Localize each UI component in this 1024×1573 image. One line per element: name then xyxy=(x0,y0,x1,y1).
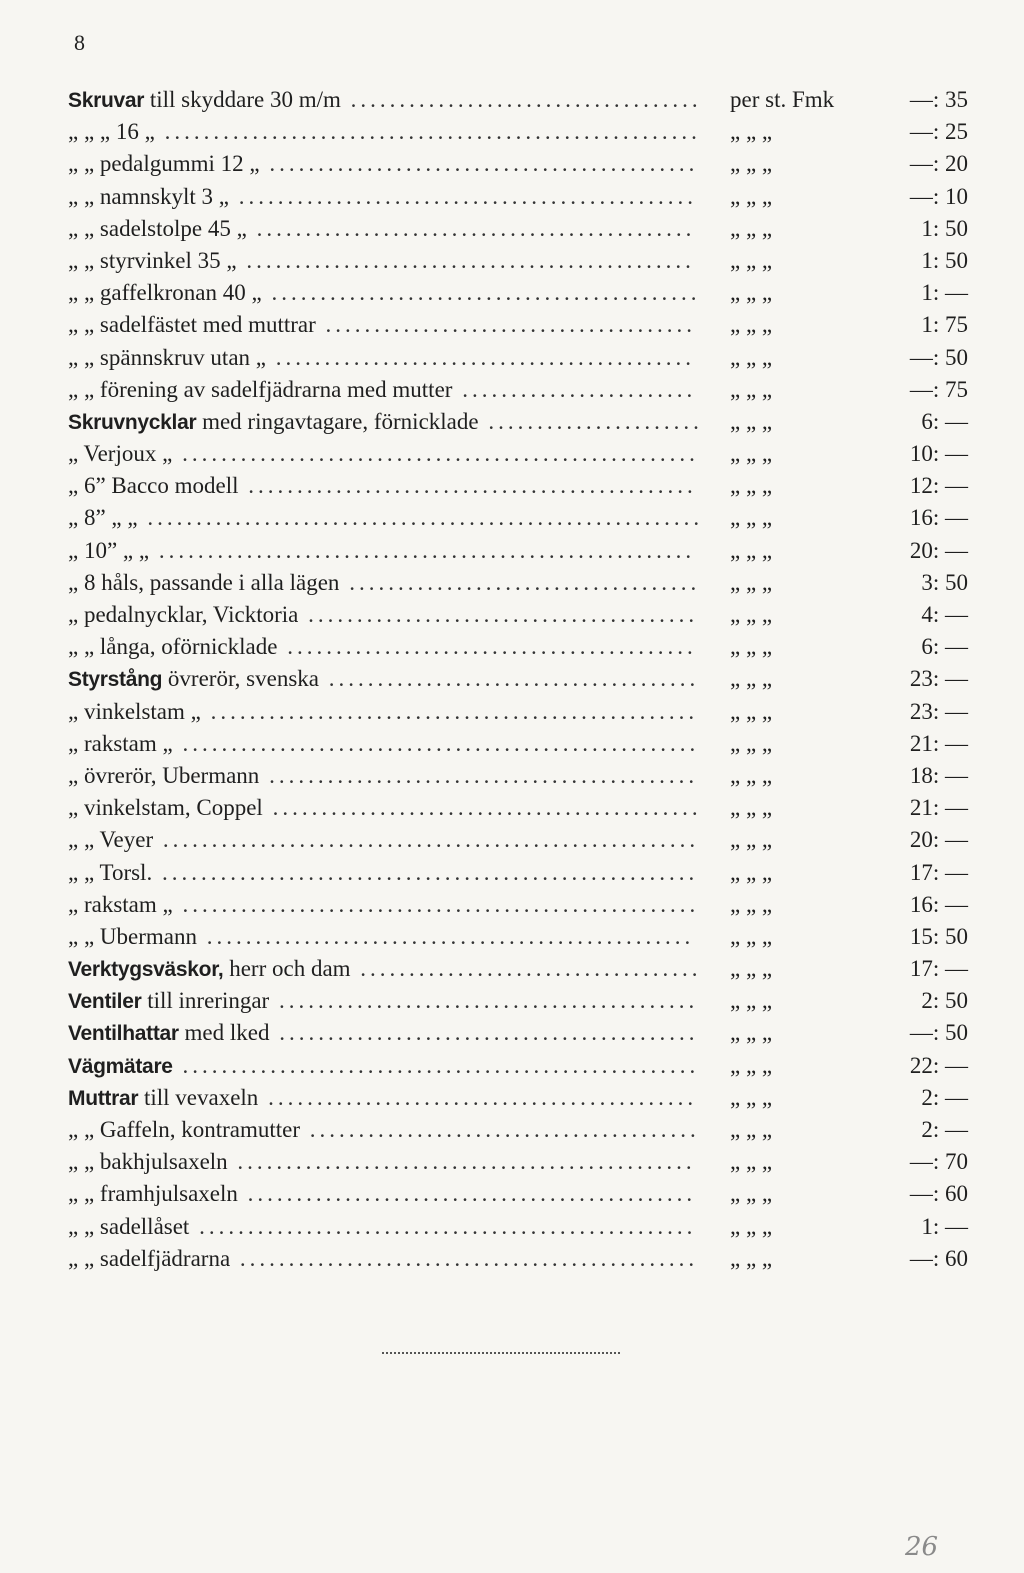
leader-dots: ...................................... xyxy=(315,312,697,338)
item-description xyxy=(68,148,698,180)
price-value: 20: — xyxy=(909,537,968,563)
item-text: „ Verjoux „ xyxy=(68,441,173,467)
item-text: „ vinkelstam, Coppel xyxy=(68,795,263,821)
item-description xyxy=(68,760,698,792)
item-description xyxy=(68,84,702,117)
item-text: „ „ sadelstolpe 45 „ xyxy=(68,215,247,241)
leader-dots: ............................................ xyxy=(258,1084,698,1110)
price-value: 21: — xyxy=(909,730,968,756)
price-row xyxy=(68,438,968,470)
price-row xyxy=(68,857,968,889)
unit-ditto: „ „ „ xyxy=(730,859,773,885)
item-description xyxy=(68,953,702,986)
price-value: 18: — xyxy=(909,762,968,788)
item-description xyxy=(68,1178,696,1210)
unit-ditto: „ „ „ xyxy=(730,634,773,660)
item-description xyxy=(68,1211,696,1243)
leader-dots: ............................................... xyxy=(228,183,697,209)
price-row xyxy=(68,84,968,116)
price-row xyxy=(68,1146,968,1178)
unit-ditto: „ „ „ xyxy=(730,569,773,595)
unit-ditto: per st. Fmk xyxy=(730,87,835,112)
price-value: 6: — xyxy=(921,634,968,660)
item-description xyxy=(68,696,698,728)
category-heading: Ventiler xyxy=(68,990,142,1014)
category-heading: Skruvar xyxy=(68,89,145,112)
item-description xyxy=(68,1146,696,1178)
item-text: „ „ förening av sadelfjädrarna med mutter xyxy=(68,376,453,402)
category-heading: Skruvnycklar xyxy=(68,410,197,434)
item-description xyxy=(68,631,697,663)
unit-ditto: „ „ „ xyxy=(730,119,773,145)
unit-ditto: „ „ „ xyxy=(730,891,773,917)
price-row xyxy=(68,760,968,792)
item-text: „ „ Gaffeln, kontramutter xyxy=(68,1117,301,1142)
item-text: „ 6” Bacco modell xyxy=(68,473,239,499)
unit-ditto: „ „ „ xyxy=(730,1052,773,1078)
unit-ditto: „ „ „ xyxy=(730,988,773,1014)
price-value: 15: 50 xyxy=(909,923,968,949)
unit-ditto: „ „ „ xyxy=(730,1181,773,1207)
item-description xyxy=(68,824,699,856)
item-description xyxy=(68,277,700,309)
item-description xyxy=(68,470,697,502)
unit-ditto: „ „ „ xyxy=(730,312,773,338)
leader-dots: ........................................... xyxy=(266,344,695,370)
price-row xyxy=(68,792,968,824)
price-value: 1: — xyxy=(921,280,968,306)
leader-dots: ..................................................... xyxy=(172,441,699,467)
price-value: 1: 50 xyxy=(921,215,968,241)
leader-dots: .............................................. xyxy=(238,473,697,499)
price-value: 12: — xyxy=(909,473,968,499)
item-text: „ „ långa, oförnicklade xyxy=(68,634,278,660)
item-description xyxy=(68,342,695,374)
price-value: 20: — xyxy=(909,827,968,853)
price-row xyxy=(68,728,968,760)
item-description xyxy=(68,438,699,470)
price-row xyxy=(68,148,968,180)
leader-dots: .............................................. xyxy=(237,1181,697,1207)
unit-ditto: „ „ „ xyxy=(730,1213,773,1239)
leader-dots: ....................................................... xyxy=(153,827,700,853)
item-text: „ „ Ubermann xyxy=(68,923,197,949)
unit-ditto: „ „ „ xyxy=(730,602,773,627)
item-text: „ „ Veyer xyxy=(68,827,154,853)
price-row xyxy=(68,921,968,953)
leader-dots: ........................................... xyxy=(269,1020,699,1046)
item-description xyxy=(68,921,694,953)
price-row xyxy=(68,985,968,1017)
price-value: 2: — xyxy=(921,1084,968,1110)
handwritten-note: 26 xyxy=(905,1532,939,1562)
item-description xyxy=(68,1243,698,1275)
leader-dots: ........................................ xyxy=(300,1117,700,1142)
unit-ditto: „ „ „ xyxy=(730,762,773,788)
price-row xyxy=(68,953,968,985)
item-description xyxy=(68,663,699,696)
category-heading: Muttrar xyxy=(68,1086,139,1110)
item-description xyxy=(68,535,695,567)
unit-ditto: „ „ „ xyxy=(730,923,773,949)
item-description xyxy=(68,1017,698,1050)
price-value: 4: — xyxy=(921,602,968,627)
unit-ditto: „ „ „ xyxy=(730,730,773,756)
item-text: med ringavtagare, förnicklade xyxy=(196,408,479,434)
price-row xyxy=(68,309,968,341)
leader-dots: ..................................................... xyxy=(172,730,700,756)
price-row xyxy=(68,406,968,438)
item-text: med lked xyxy=(178,1020,270,1046)
unit-ditto: „ „ „ xyxy=(730,1084,773,1110)
item-description xyxy=(68,599,698,631)
item-text: till vevaxeln xyxy=(138,1084,259,1110)
unit-ditto: „ „ „ xyxy=(730,183,773,209)
page-number: 8 xyxy=(74,30,85,55)
category-heading: Verktygsväskor, xyxy=(68,958,224,982)
leader-dots: .................................................. xyxy=(197,923,695,949)
item-text: „ 8 håls, passande i alla lägen xyxy=(68,569,340,595)
category-heading: Ventilhattar xyxy=(68,1022,179,1046)
item-text: till inreringar xyxy=(141,988,270,1014)
leader-dots: ............................................... xyxy=(227,1149,696,1175)
item-text: herr och dam xyxy=(223,956,351,982)
item-description xyxy=(68,213,695,245)
item-text: „ „ gaffelkronan 40 „ xyxy=(68,280,262,306)
leader-dots: .................................... xyxy=(340,87,702,112)
item-text: „ „ sadelfästet med muttrar xyxy=(68,312,316,338)
item-text: „ „ „ 16 „ xyxy=(68,119,155,145)
price-row xyxy=(68,277,968,309)
unit-ditto: „ „ „ xyxy=(730,698,773,724)
leader-dots: .................................................. xyxy=(200,698,699,724)
item-description xyxy=(68,857,698,889)
price-value: 21: — xyxy=(909,795,968,821)
unit-ditto: „ „ „ xyxy=(730,1020,773,1046)
item-text: „ „ namnskylt 3 „ xyxy=(68,183,229,209)
price-row xyxy=(68,1114,968,1146)
leader-dots: ........................................... xyxy=(269,988,699,1014)
unit-ditto: „ „ „ xyxy=(730,1117,773,1142)
leader-dots: ...................... xyxy=(478,408,703,434)
item-text: till skyddare 30 m/m xyxy=(144,87,341,112)
leader-dots: ............................................ xyxy=(261,280,701,306)
item-text: „ vinkelstam „ xyxy=(68,698,201,724)
price-value: —: 10 xyxy=(909,183,968,209)
item-text: „ rakstam „ xyxy=(68,891,173,917)
leader-dots: ...................................... xyxy=(319,666,700,692)
price-value: 23: — xyxy=(909,666,968,692)
item-description xyxy=(68,1114,700,1146)
price-row xyxy=(68,213,968,245)
unit-ditto: „ „ „ xyxy=(730,441,773,467)
leader-dots: ..................................................... xyxy=(172,891,700,917)
leader-dots: ............................................. xyxy=(246,215,696,241)
item-description xyxy=(68,792,702,824)
price-value: —: 20 xyxy=(909,151,968,177)
leader-dots: ............................................ xyxy=(262,795,702,821)
price-value: 1: 75 xyxy=(921,312,968,338)
item-description xyxy=(68,1050,699,1083)
decorative-rule xyxy=(382,1352,622,1354)
price-value: 17: — xyxy=(909,859,968,885)
price-row xyxy=(68,245,968,277)
price-value: —: 25 xyxy=(909,119,968,145)
price-row xyxy=(68,696,968,728)
price-value: —: 35 xyxy=(909,87,968,112)
item-description xyxy=(68,889,699,921)
category-heading: Styrstång xyxy=(68,668,163,692)
item-text: „ övrerör, Ubermann xyxy=(68,762,260,788)
price-value: 16: — xyxy=(909,891,968,917)
price-row xyxy=(68,824,968,856)
unit-ditto: „ „ „ xyxy=(730,1149,773,1175)
unit-ditto: „ „ „ xyxy=(730,408,773,434)
leader-dots: .............................................. xyxy=(236,247,695,273)
item-description xyxy=(68,309,696,341)
price-value: 16: — xyxy=(909,505,968,531)
leader-dots: ........................................ xyxy=(298,602,699,627)
price-row xyxy=(68,631,968,663)
price-row xyxy=(68,599,968,631)
price-row xyxy=(68,1082,968,1114)
price-row xyxy=(68,889,968,921)
item-description xyxy=(68,728,699,760)
unit-ditto: „ „ „ xyxy=(730,956,773,982)
price-row xyxy=(68,567,968,599)
item-text: „ „ framhjulsaxeln xyxy=(68,1181,238,1207)
unit-ditto: „ „ „ xyxy=(730,215,773,241)
unit-ditto: „ „ „ xyxy=(730,537,773,563)
leader-dots: .......................................... xyxy=(277,634,697,660)
price-row xyxy=(68,1178,968,1210)
leader-dots: ................................... xyxy=(350,956,702,982)
price-row xyxy=(68,374,968,406)
unit-ditto: „ „ „ xyxy=(730,151,773,177)
price-row xyxy=(68,1243,968,1275)
unit-ditto: „ „ „ xyxy=(730,247,773,273)
unit-ditto: „ „ „ xyxy=(730,666,773,692)
unit-ditto: „ „ „ xyxy=(730,505,773,531)
item-text: „ „ bakhjulsaxeln xyxy=(68,1149,228,1175)
item-description xyxy=(68,245,695,277)
price-value: —: 70 xyxy=(909,1149,968,1175)
item-description xyxy=(68,116,701,148)
price-value: 1: 50 xyxy=(921,247,968,273)
item-text: „ „ pedalgummi 12 „ xyxy=(68,151,260,177)
item-description xyxy=(68,502,703,534)
price-row xyxy=(68,1211,968,1243)
price-value: 10: — xyxy=(909,441,968,467)
price-value: —: 75 xyxy=(909,376,968,402)
leader-dots: ....................................................... xyxy=(149,537,696,563)
leader-dots: ................................................... xyxy=(189,1213,697,1239)
item-text: „ rakstam „ xyxy=(68,730,173,756)
price-row xyxy=(68,1017,968,1049)
price-value: 23: — xyxy=(909,698,968,724)
price-value: —: 60 xyxy=(909,1181,968,1207)
price-row xyxy=(68,342,968,374)
price-row xyxy=(68,502,968,534)
item-text: övrerör, svenska xyxy=(162,666,320,692)
price-list xyxy=(68,84,968,1275)
price-row xyxy=(68,663,968,695)
item-text: „ „ Torsl. xyxy=(68,859,153,885)
unit-ditto: „ „ „ xyxy=(730,376,773,402)
item-text: „ pedalnycklar, Vicktoria xyxy=(68,602,299,627)
leader-dots: .................................... xyxy=(339,569,701,595)
leader-dots: ............................................ xyxy=(259,762,699,788)
price-value: —: 60 xyxy=(909,1245,968,1271)
price-row xyxy=(68,470,968,502)
price-row xyxy=(68,181,968,213)
item-description xyxy=(68,181,697,213)
item-description xyxy=(68,374,696,406)
item-description xyxy=(68,406,703,439)
price-row xyxy=(68,116,968,148)
price-value: —: 50 xyxy=(909,344,968,370)
item-description xyxy=(68,567,700,599)
unit-ditto: „ „ „ xyxy=(730,1245,773,1271)
unit-ditto: „ „ „ xyxy=(730,827,773,853)
item-text: „ 8” „ „ xyxy=(68,505,138,531)
leader-dots: ......................................................... xyxy=(137,505,704,531)
price-value: —: 50 xyxy=(909,1020,968,1046)
leader-dots: ....................................................... xyxy=(154,119,701,145)
leader-dots: ....................................................... xyxy=(152,859,699,885)
leader-dots: ..................................................... xyxy=(172,1052,700,1078)
leader-dots: ............................................... xyxy=(230,1245,699,1271)
item-description xyxy=(68,985,698,1018)
price-value: 17: — xyxy=(909,956,968,982)
unit-ditto: „ „ „ xyxy=(730,344,773,370)
leader-dots: ........................ xyxy=(452,376,697,402)
price-value: 1: — xyxy=(921,1213,968,1239)
item-text: „ „ spännskruv utan „ xyxy=(68,344,266,370)
item-description xyxy=(68,1082,697,1115)
price-row xyxy=(68,535,968,567)
price-value: 22: — xyxy=(909,1052,968,1078)
price-value: 2: — xyxy=(921,1117,968,1142)
unit-ditto: „ „ „ xyxy=(730,795,773,821)
unit-ditto: „ „ „ xyxy=(730,473,773,499)
category-heading: Vägmätare xyxy=(68,1054,173,1078)
item-text: „ „ sadellåset xyxy=(68,1213,190,1239)
unit-ditto: „ „ „ xyxy=(730,280,773,306)
leader-dots: ............................................ xyxy=(259,151,699,177)
item-text: „ „ styrvinkel 35 „ xyxy=(68,247,237,273)
price-row xyxy=(68,1050,968,1082)
item-text: „ 10” „ „ xyxy=(68,537,150,563)
price-value: 3: 50 xyxy=(921,569,968,595)
item-text: „ „ sadelfjädrarna xyxy=(68,1245,231,1271)
price-value: 2: 50 xyxy=(921,988,968,1014)
price-value: 6: — xyxy=(921,408,968,434)
